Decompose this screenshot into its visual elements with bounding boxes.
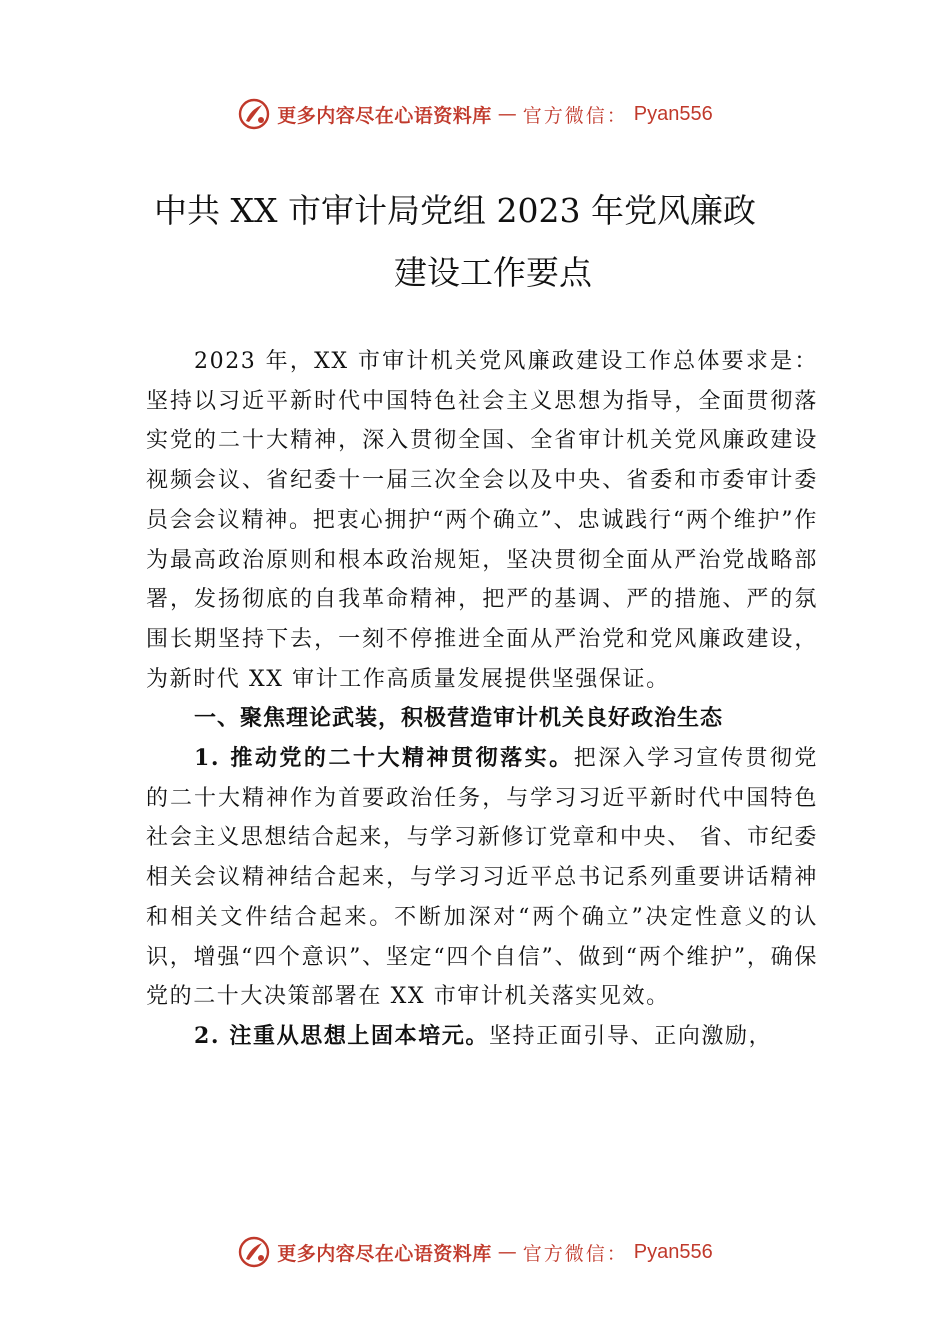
watermark-separator: — — [497, 1241, 517, 1263]
title-line-2: 建设工作要点 — [394, 253, 592, 292]
item-2-body: 坚持正面引导、正向激励， — [489, 1023, 773, 1049]
watermark-header — [0, 94, 950, 134]
intro-paragraph: 2023 年，XX 市审计机关党风廉政建设工作总体要求是：坚持以习近平新时代中国特色社会主义思想为指导，全面贯彻落实党的二十大精神，深入贯彻全国、全省审计机关党风廉政建设视频会议、省纪委十一届三次全会以及中央、省委和市委审计委员会会议精神。把衷心拥护“两个确立”、忠诚践行“两个维护”作为最高政治原则和根本政治规矩，坚决贯彻全面从严治党战略部署，发扬彻底的自我革命精神，把严的基调、严的措施、严的氛围长期坚持下去，一刻不停推进全面从严治党和党风廉政建设，为新时代 XX 审计工作高质量发展提供坚强保证。 — [146, 349, 818, 692]
watermark-footer — [0, 1232, 950, 1272]
document-body — [146, 342, 818, 1057]
item-2-paragraph — [146, 1017, 818, 1057]
brush-seal-icon — [237, 97, 271, 131]
item-1-lead: 1. 推动党的二十大精神贯彻落实。 — [194, 745, 574, 772]
title-line-1: 中共 XX 市审计局党组 2023 年党风廉政 — [154, 191, 756, 230]
watermark-brand: 更多内容尽在心语资料库 — [277, 104, 492, 127]
watermark-label: 官方微信： — [522, 104, 628, 127]
item-1-paragraph — [146, 739, 818, 1017]
item-2-lead: 2. 注重从思想上固本培元。 — [194, 1022, 490, 1049]
brush-seal-icon — [237, 1235, 271, 1269]
document-title — [0, 180, 950, 304]
watermark-label: 官方微信： — [522, 1242, 628, 1265]
watermark-brand: 更多内容尽在心语资料库 — [277, 1242, 492, 1265]
item-1-body: 把深入学习宣传贯彻党的二十大精神作为首要政治任务，与学习习近平新时代中国特色社会主义思想结合起来，与学习新修订党章和中央、 省、市纪委相关会议精神结合起来，与学习习近平总书记系列重要讲话精神和相关文件结合起来。不断加深对“两个确立”决定性意义的认识，增强“四个意识”、坚定“四个自信”、做到“两个维护”，确保党的二十大决策部署在 XX 市审计机关落实见效。 — [146, 746, 818, 1010]
watermark-account: Pyan556 — [633, 1240, 713, 1263]
watermark-account: Pyan556 — [633, 102, 713, 125]
watermark-separator: — — [497, 103, 517, 125]
section-1-heading: 一、聚焦理论武装，积极营造审计机关良好政治生态 — [194, 705, 724, 732]
